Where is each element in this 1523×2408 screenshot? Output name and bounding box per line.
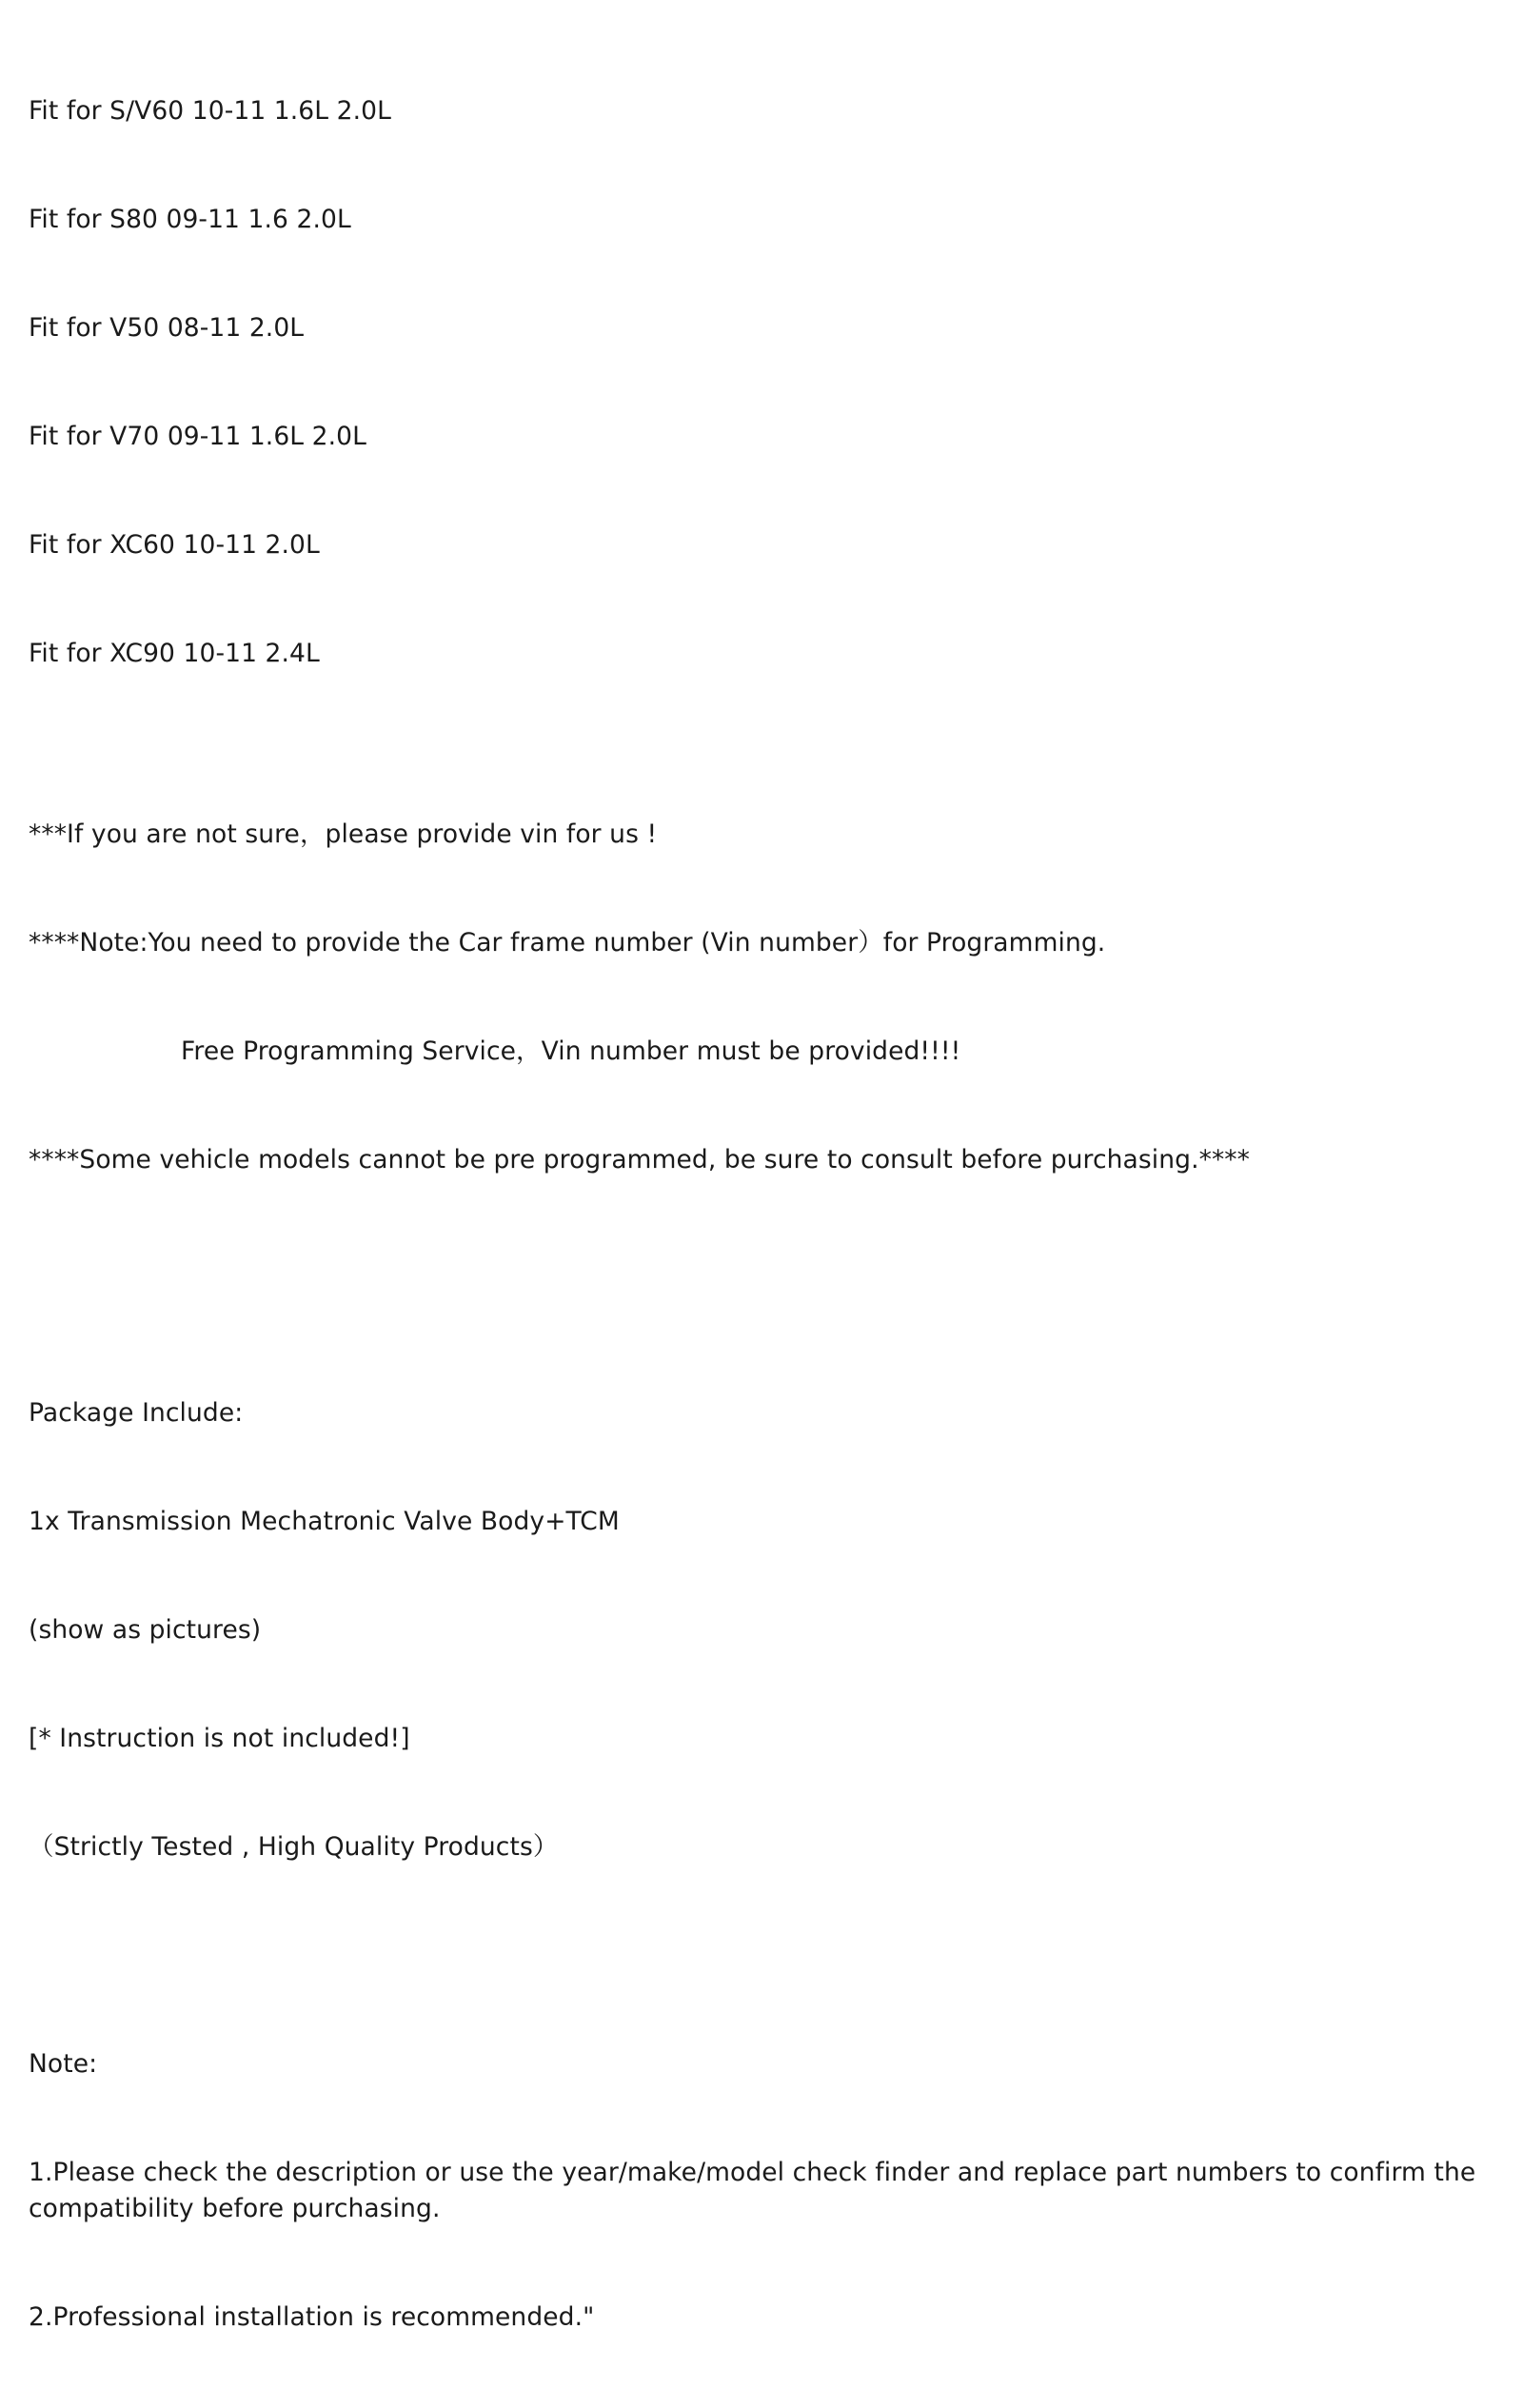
fitment-line: Fit for XC60 10-11 2.0L xyxy=(29,530,320,560)
package-item: 1x Transmission Mechatronic Valve Body+TCM xyxy=(29,1507,620,1536)
note-item: 2.Professional installation is recommended." xyxy=(29,2302,595,2332)
fitment-line: Fit for V50 08-11 2.0L xyxy=(29,313,305,343)
free-programming-text: Free Programming Service，Vin number must be provided!!!! xyxy=(181,1036,961,1066)
note-section xyxy=(29,1974,1485,2408)
section-spacer xyxy=(29,1938,1485,1974)
package-item: （Strictly Tested , High Quality Products） xyxy=(29,1832,559,1862)
programming-note-text: ****Note:You need to provide the Car frame number (Vin number）for Programming. xyxy=(29,928,1106,957)
package-heading: Package Include: xyxy=(29,1398,244,1428)
fitment-line: Fit for S80 09-11 1.6 2.0L xyxy=(29,205,351,234)
fitment-list xyxy=(29,21,1485,744)
notices-block xyxy=(29,744,1485,1251)
fitment-line: Fit for V70 09-11 1.6L 2.0L xyxy=(29,422,366,451)
note-item: 1.Please check the description or use the year/make/model check finder and replace part numbers to confirm the compatibility before purchasing. xyxy=(29,2158,1484,2223)
fitment-line: Fit for XC90 10-11 2.4L xyxy=(29,639,320,668)
package-item: [* Instruction is not included!] xyxy=(29,1724,410,1753)
section-spacer xyxy=(29,1251,1485,1323)
preprogram-warning-text: ****Some vehicle models cannot be pre programmed, be sure to consult before purchasing.**** xyxy=(29,1145,1250,1174)
note-heading: Note: xyxy=(29,2049,98,2079)
vin-prompt-text: ***If you are not sure，please provide vin for us ! xyxy=(29,819,658,849)
package-item: (show as pictures) xyxy=(29,1615,262,1645)
package-section xyxy=(29,1323,1485,1938)
fitment-line: Fit for S/V60 10-11 1.6L 2.0L xyxy=(29,96,391,126)
